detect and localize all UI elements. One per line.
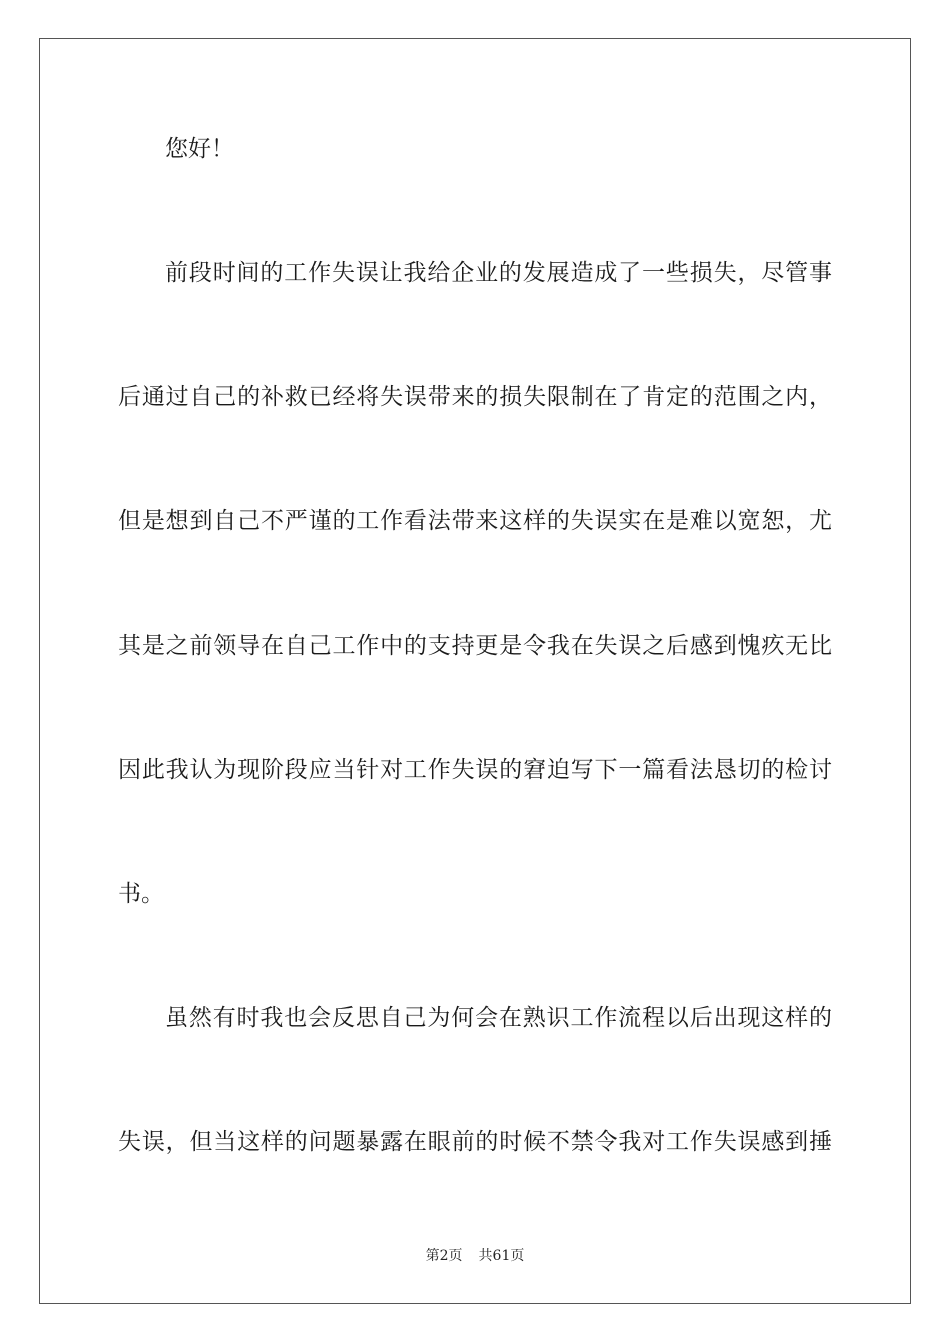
paragraph-line: 后通过自己的补救已经将失误带来的损失限制在了肯定的范围之内， bbox=[118, 384, 832, 410]
paragraph-line: 前段时间的工作失误让我给企业的发展造成了一些损失，尽管事 bbox=[165, 260, 832, 286]
paragraph-line: 虽然有时我也会反思自己为何会在熟识工作流程以后出现这样的 bbox=[165, 1005, 832, 1031]
paragraph-line: 其是之前领导在自己工作中的支持更是令我在失误之后感到愧疚无比 bbox=[118, 633, 832, 659]
page-number-current: 第2页 bbox=[425, 1248, 463, 1264]
paragraph-line: 但是想到自己不严谨的工作看法带来这样的失误实在是难以宽恕，尤 bbox=[118, 508, 832, 534]
paragraph-line: 失误，但当这样的问题暴露在眼前的时候不禁令我对工作失误感到捶 bbox=[118, 1129, 832, 1155]
page-footer bbox=[0, 1246, 950, 1266]
paragraph-line: 因此我认为现阶段应当针对工作失误的窘迫写下一篇看法恳切的检讨 bbox=[118, 757, 832, 783]
page-frame bbox=[39, 38, 911, 1304]
greeting-line: 您好！ bbox=[165, 136, 234, 162]
paragraph-line: 书。 bbox=[118, 881, 164, 907]
page-number-total: 共61页 bbox=[478, 1248, 525, 1264]
